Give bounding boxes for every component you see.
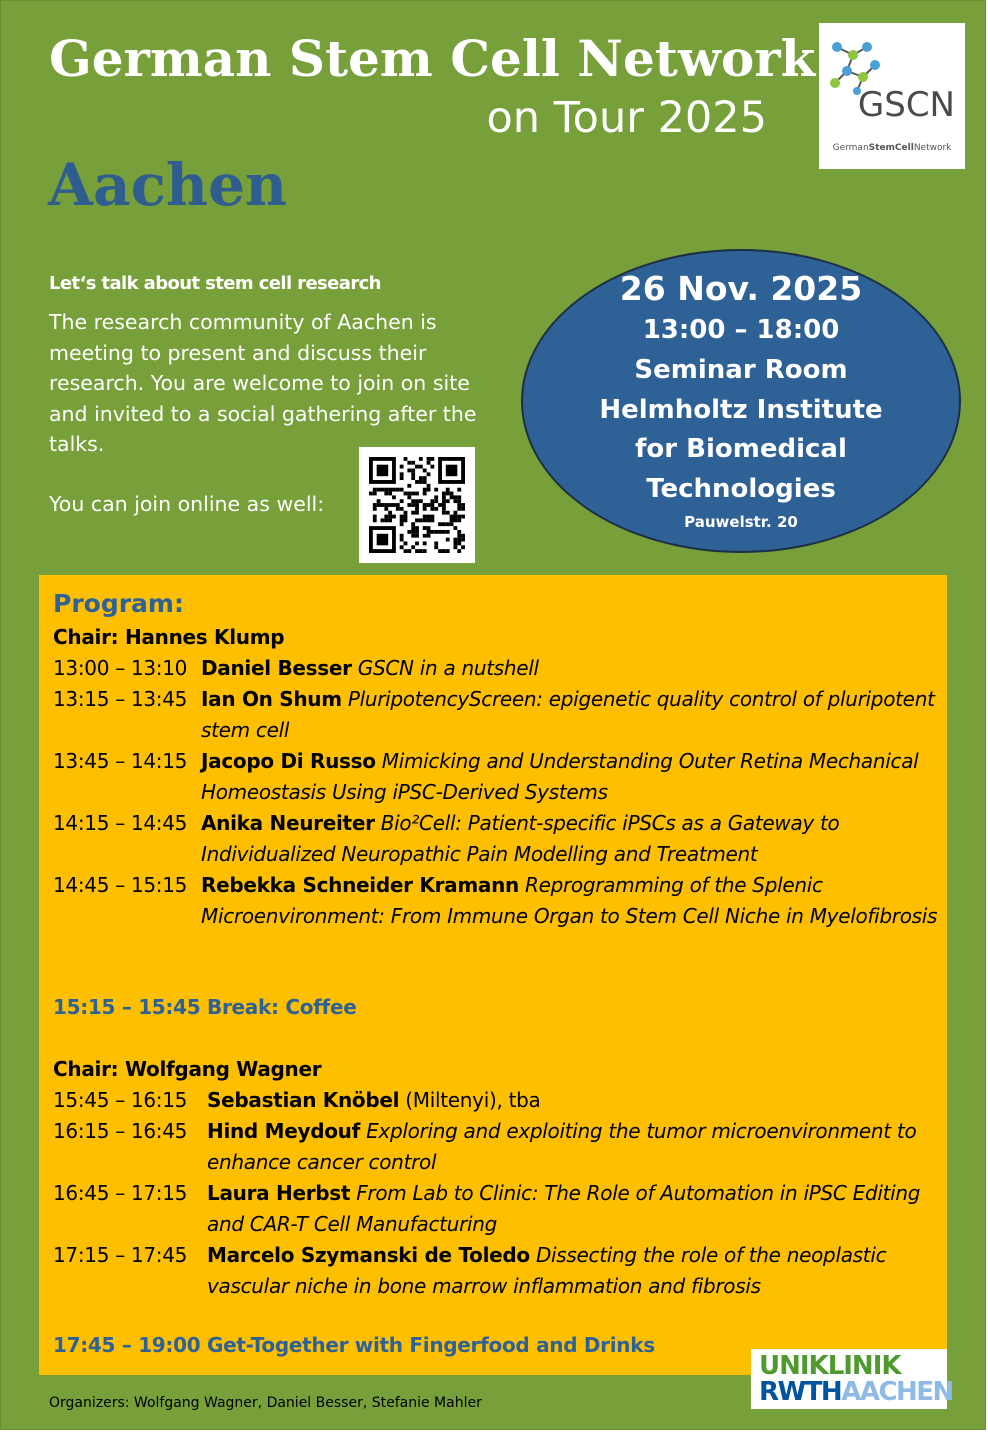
talk-time: 15:45 – 16:15: [53, 1088, 188, 1112]
session-chair: Chair: Hannes Klump: [53, 625, 285, 649]
qr-code[interactable]: [359, 447, 475, 563]
talk-speaker: Ian On Shum: [201, 687, 342, 711]
talk-title: Bio²Cell: Patient-specific iPSCs as a Gateway to Individualized Neuropathic Pain Modelling and Treatment: [201, 811, 840, 866]
talk-affiliation: (Miltenyi), tba: [399, 1088, 541, 1112]
talk-speaker: Marcelo Szymanski de Toledo: [207, 1243, 530, 1267]
get-together: 17:45 – 19:00 Get-Together with Fingerfood and Drinks: [53, 1333, 655, 1357]
city-heading: Aachen: [48, 151, 288, 219]
session-chair: Chair: Wolfgang Wagner: [53, 1057, 322, 1081]
talk-speaker: Sebastian Knöbel: [207, 1088, 400, 1112]
event-info-ellipse: [521, 249, 961, 553]
talk-title: Exploring and exploiting the tumor microenvironment to enhance cancer control: [207, 1119, 917, 1174]
talk-title: From Lab to Clinic: The Role of Automation in iPSC Editing and CAR-T Cell Manufacturing: [207, 1181, 921, 1236]
event-time: 13:00 – 18:00: [642, 315, 840, 345]
poster-title: German Stem Cell Network: [49, 29, 816, 88]
talk-title: PluripotencyScreen: epigenetic quality control of pluripotent stem cell: [201, 687, 935, 742]
talk-row: [53, 684, 943, 746]
talk-speaker: Daniel Besser: [201, 656, 352, 680]
talk-title: Mimicking and Understanding Outer Retina Mechanical Homeostasis Using iPSC-Derived Systems: [201, 749, 919, 804]
intro-text: The research community of Aachen is meeting to present and discuss their research. You are welcome to join on site and invited to a social gathering after the talks.: [49, 310, 477, 457]
event-date: 26 Nov. 2025: [619, 269, 863, 308]
talk-time: 14:15 – 14:45: [53, 811, 188, 835]
talk-row: [53, 1116, 943, 1178]
talk-speaker: Rebekka Schneider Kramann: [201, 873, 519, 897]
event-location-line: Helmholtz Institute: [599, 395, 883, 425]
talk-time: 16:15 – 16:45: [53, 1119, 188, 1143]
qr-code-icon: [369, 457, 465, 553]
talk-time: 17:15 – 17:45: [53, 1243, 188, 1267]
event-location-line: for Biomedical: [635, 434, 847, 464]
talk-time: 13:15 – 13:45: [53, 687, 188, 711]
gscn-logo-subtitle: GermanStemCellNetwork: [832, 143, 952, 153]
gscn-logo: [819, 23, 965, 169]
talk-row: [53, 870, 943, 932]
talk-row: [53, 746, 943, 808]
uniklinik-rwth-logo: [751, 1349, 953, 1409]
talk-time: 13:00 – 13:10: [53, 656, 188, 680]
organizers: Organizers: Wolfgang Wagner, Daniel Besser, Stefanie Mahler: [49, 1395, 482, 1411]
talk-time: 13:45 – 14:15: [53, 749, 188, 773]
talk-title: Dissecting the role of the neoplastic vascular niche in bone marrow inflammation and fibrosis: [207, 1243, 887, 1298]
talk-row: [53, 1178, 943, 1240]
event-location-line: Seminar Room: [634, 355, 848, 385]
talk-speaker: Hind Meydouf: [207, 1119, 361, 1143]
uniklinik-text: UNIKLINIK: [759, 1351, 901, 1381]
coffee-break: 15:15 – 15:45 Break: Coffee: [53, 995, 357, 1019]
talk-speaker: Anika Neureiter: [201, 811, 375, 835]
program-title: Program:: [53, 589, 184, 618]
talk-row: [53, 653, 943, 684]
poster-subtitle: on Tour 2025: [486, 93, 767, 143]
talk-row: [53, 808, 943, 870]
program-box: [39, 575, 947, 1375]
gscn-logo-text: GSCN: [857, 85, 955, 125]
talk-title: GSCN in a nutshell: [357, 656, 539, 680]
event-address: Pauwelstr. 20: [684, 513, 798, 531]
event-location-line: Technologies: [646, 474, 836, 504]
talk-time: 14:45 – 15:15: [53, 873, 188, 897]
talk-row: [53, 1085, 943, 1116]
talk-speaker: Laura Herbst: [207, 1181, 351, 1205]
talk-title: Reprogramming of the Splenic Microenvironment: From Immune Organ to Stem Cell Niche in Myelofibrosis: [201, 873, 938, 928]
rwth-aachen-text: RWTHAACHEN: [759, 1377, 953, 1407]
intro-heading: Let‘s talk about stem cell research: [49, 273, 381, 294]
talk-row: [53, 1240, 943, 1302]
talk-time: 16:45 – 17:15: [53, 1181, 188, 1205]
join-online-text: You can join online as well:: [49, 492, 325, 516]
talk-speaker: Jacopo Di Russo: [201, 749, 376, 773]
